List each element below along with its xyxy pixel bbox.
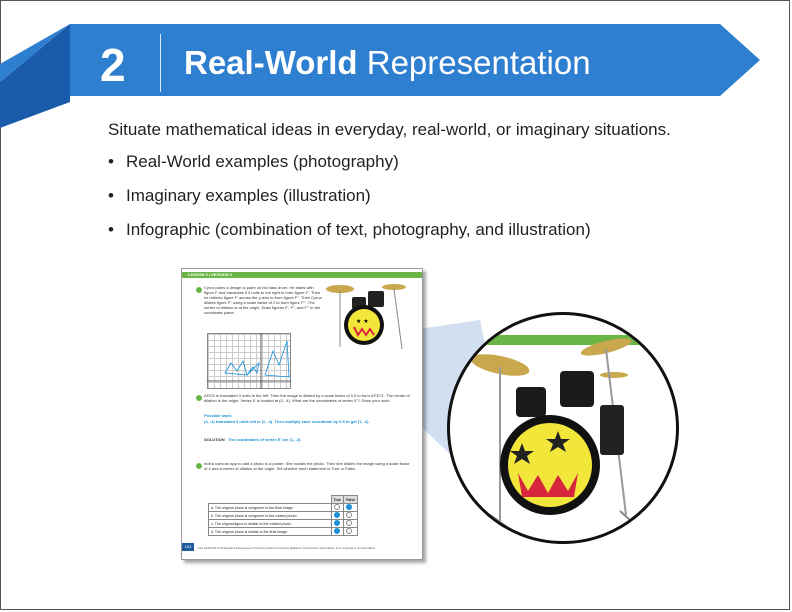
page-footer: [198, 546, 375, 550]
true-false-table: [208, 495, 358, 536]
table-row: [209, 504, 358, 512]
textbook-page-thumbnail: [181, 268, 423, 560]
possible-work-label: Possible work:: [204, 413, 233, 418]
magnifier-circle: [447, 312, 679, 544]
page-number-badge: 104: [182, 543, 194, 551]
radio-true[interactable]: [334, 528, 340, 534]
checkbox-cell: [344, 504, 358, 512]
table-row: [209, 512, 358, 520]
lesson-label: LESSON 9 | SESSION 2: [188, 272, 233, 277]
problem-3-text: Indira uses an app to add a photo to a poster. She rotates the photo. Then she dilates the image using a scale factor of 4 and a center of dilation at the origin. Tell whether each statement is True or False.: [204, 461, 410, 471]
footer-right: ©Curriculum Associates, LLC Copying is not permitted.: [302, 546, 376, 550]
svg-text:★ ★: ★ ★: [356, 318, 369, 325]
radio-false[interactable]: [346, 528, 352, 534]
possible-work: (4, -4) translated 3 units left is (1, -4). Then multiply each coordinate by 0.5 to get (1, -2).: [204, 419, 370, 424]
intro-text: Situate mathematical ideas in everyday, real-world, or imaginary situations.: [108, 120, 671, 139]
bullet-dot: •: [108, 152, 114, 171]
problem-1-text: Cyrus plans a design to paint on his bass drum. He starts with figure F and translates it 4 units to the right to form figure F'. Then he reflects figure F' across the y-axis to form figure F''. Then Cyrus dilates figure F'' using a scale factor of 2 to form figure F'''. The center of dilation is at the origin. Draw figures F', F'', and F''' in the coordinate plane.: [204, 285, 322, 315]
title-bold: Real-World: [184, 44, 358, 81]
footer-left: 104: [198, 546, 204, 550]
bullet-dot: •: [108, 220, 114, 239]
bullet-text: Imaginary examples (illustration): [126, 186, 371, 205]
radio-true[interactable]: [334, 512, 340, 518]
checkbox-cell: [331, 504, 344, 512]
radio-false[interactable]: [346, 512, 352, 518]
row-label: a. The original photo is congruent to the final image.: [209, 504, 332, 512]
problem-2-text: ΔFEG is translated 3 units to the left. Then the image is dilated by a scale factor of 0.5 to form ΔF'E'G'. The center of dilation is the origin. Vertex E is located at (4, -4). What are the coordinates of vertex E'? Show your work.: [204, 393, 410, 403]
row-label: c. The original figure is similar to the rotated photo.: [209, 520, 332, 528]
drum-kit-magnified: [450, 315, 679, 544]
footer-text: LESSON 9 Understand Sequences of Transformations Involving Dilations: [203, 546, 302, 550]
col-false: False: [344, 496, 358, 504]
bullet-text: Real-World examples (photography): [126, 152, 399, 171]
row-label: b. The original photo is congruent to the rotated photo.: [209, 512, 332, 520]
solution-label: SOLUTION: [204, 437, 225, 442]
radio-false[interactable]: [346, 520, 352, 526]
checkbox-cell: [344, 528, 358, 536]
checkbox-cell: [331, 520, 344, 528]
checkbox-cell: [344, 512, 358, 520]
checkbox-cell: [331, 512, 344, 520]
title-rest: Representation: [366, 44, 591, 81]
solution-text: The coordinates of vertex E' are (1, -2).: [228, 437, 302, 442]
checkbox-cell: [331, 528, 344, 536]
grid-figures: [207, 333, 291, 389]
radio-true[interactable]: [334, 520, 340, 526]
col-true: True: [331, 496, 344, 504]
row-label: d. The original photo is similar to the final image.: [209, 528, 332, 536]
table-row: [209, 520, 358, 528]
radio-true[interactable]: [334, 504, 340, 510]
question-marker: [196, 287, 202, 293]
checkbox-cell: [344, 520, 358, 528]
bullet-text: Infographic (combination of text, photography, and illustration): [126, 220, 591, 239]
radio-false[interactable]: [346, 504, 352, 510]
section-number: 2: [100, 39, 126, 91]
question-marker: [196, 463, 202, 469]
table-row: [209, 528, 358, 536]
bullet-dot: •: [108, 186, 114, 205]
question-marker: [196, 395, 202, 401]
drum-kit-photo: [322, 277, 420, 357]
